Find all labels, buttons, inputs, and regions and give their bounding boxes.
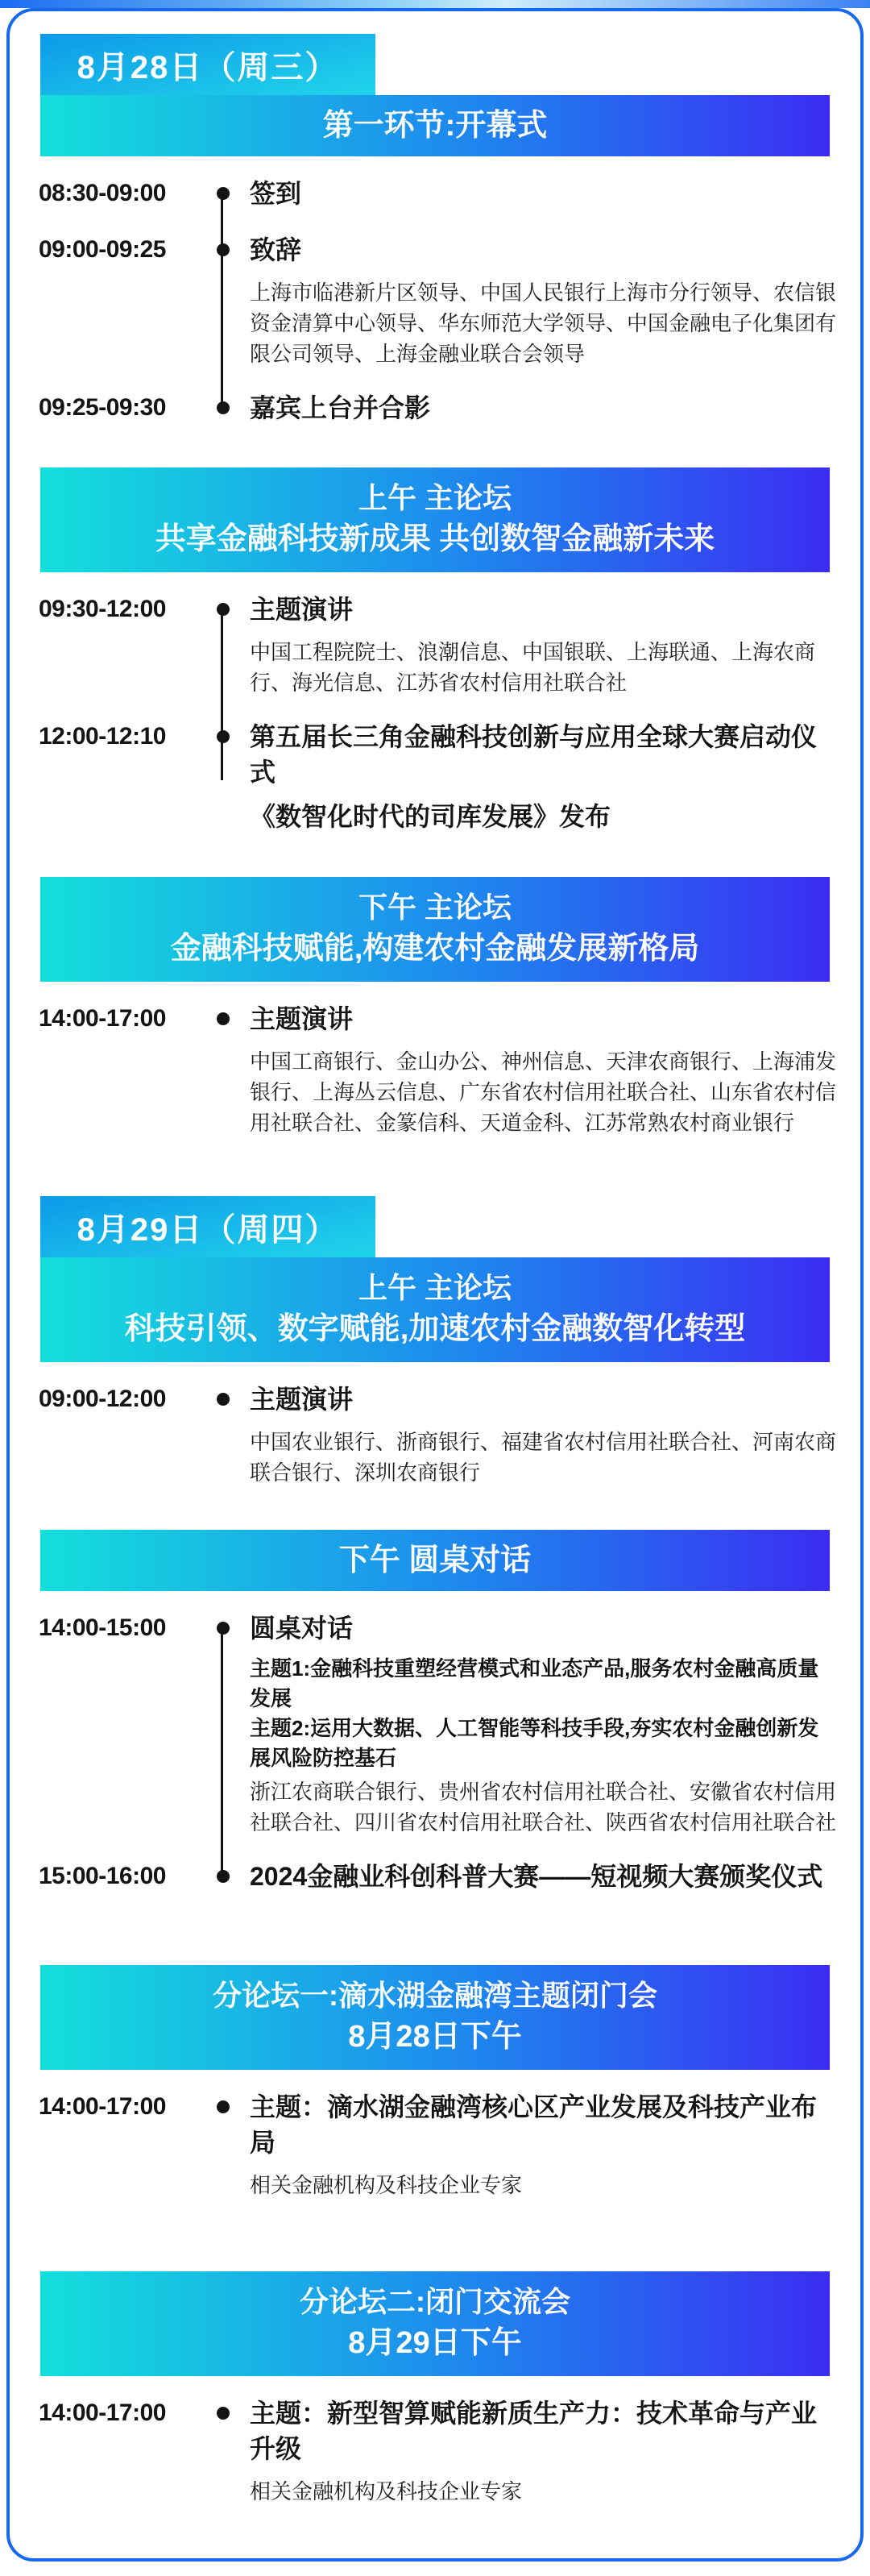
page-top-gradient-strip bbox=[0, 0, 870, 8]
timeline-row bbox=[10, 390, 860, 426]
banner-session-theme: 科技引领、数字赋能,加速农村金融数智化转型 bbox=[124, 1312, 746, 1346]
timeline-dot bbox=[217, 1012, 230, 1025]
event-participants: 浙江农商联合银行、贵州省农村信用社联合社、安徽省农村信用社联合社、四川省农村信用社联合社、陕西省农村信用社联合社 bbox=[250, 1780, 837, 1834]
time-label: 09:00-12:00 bbox=[39, 1386, 166, 1412]
timeline-dot bbox=[217, 2100, 230, 2113]
time-label: 09:00-09:25 bbox=[39, 236, 166, 263]
event-participants: 相关金融机构及科技企业专家 bbox=[250, 2173, 523, 2197]
event-participants: 上海市临港新片区领导、中国人民银行上海市分行领导、农信银资金清算中心领导、华东师范大学领导、中国金融电子化集团有限公司领导、上海金融业联合会领导 bbox=[250, 280, 837, 366]
banner-session-label: 下午 主论坛 bbox=[358, 891, 512, 924]
event-title: 主题：新型智算赋能新质生产力：技术革命与产业升级 bbox=[250, 2399, 818, 2463]
event-title: 主题演讲 bbox=[250, 595, 354, 624]
timeline-dot bbox=[217, 243, 230, 256]
day1-afternoon-banner bbox=[40, 877, 830, 982]
event-participants: 相关金融机构及科技企业专家 bbox=[250, 2479, 523, 2503]
event-title: 2024金融业科创科普大赛——短视频大赛颁奖仪式 bbox=[250, 1862, 823, 1891]
day2-afternoon-banner bbox=[40, 1530, 830, 1591]
timeline-row bbox=[10, 2395, 860, 2507]
forum1-timeline-group bbox=[10, 2089, 860, 2200]
event-title: 主题：滴水湖金融湾核心区产业发展及科技产业布局 bbox=[250, 2092, 818, 2157]
time-label: 14:00-17:00 bbox=[39, 2093, 166, 2120]
timeline-row bbox=[10, 1381, 860, 1488]
event-participants: 中国工程院院士、浪潮信息、中国银联、上海联通、上海农商行、海光信息、江苏省农村信用社联合社 bbox=[250, 640, 816, 695]
timeline-row bbox=[10, 2089, 860, 2200]
timeline-row bbox=[10, 1859, 860, 1894]
forum2-banner bbox=[40, 2271, 830, 2376]
timeline-dot-column bbox=[197, 592, 250, 616]
timeline-dot-column bbox=[197, 1859, 250, 1883]
banner-session-theme: 共享金融科技新成果 共创数智金融新未来 bbox=[155, 522, 715, 556]
banner-session-label: 下午 圆桌对话 bbox=[338, 1544, 532, 1577]
timeline-dot-column bbox=[197, 2089, 250, 2113]
time-label: 15:00-16:00 bbox=[39, 1863, 166, 1889]
opening-timeline-group bbox=[10, 176, 860, 426]
timeline-dot-column bbox=[197, 176, 250, 200]
day2-morning-timeline-group bbox=[10, 1381, 860, 1488]
event-title: 致辞 bbox=[250, 235, 302, 264]
timeline-connector bbox=[221, 193, 223, 406]
timeline-dot bbox=[217, 1870, 230, 1883]
day1-morning-banner bbox=[40, 467, 830, 572]
event-subtitle: 《数智化时代的司库发展》发布 bbox=[250, 802, 611, 831]
event-title: 签到 bbox=[250, 179, 302, 208]
time-label: 08:30-09:00 bbox=[39, 180, 166, 206]
timeline-connector bbox=[221, 1628, 223, 1875]
timeline-dot-column bbox=[197, 390, 250, 414]
timeline-dot bbox=[217, 603, 230, 616]
timeline-row bbox=[10, 1001, 860, 1138]
day2-afternoon-timeline-group bbox=[10, 1610, 860, 1894]
forum2-banner-date: 8月29日下午 bbox=[348, 2326, 522, 2360]
timeline-dot bbox=[217, 187, 230, 200]
day2-morning-banner bbox=[40, 1257, 830, 1362]
banner-session-label: 上午 主论坛 bbox=[358, 1271, 512, 1304]
timeline-row bbox=[10, 176, 860, 211]
event-title: 主题演讲 bbox=[250, 1385, 354, 1414]
forum1-banner-title: 分论坛一:滴水湖金融湾主题闭门会 bbox=[213, 1979, 657, 2012]
opening-banner bbox=[40, 95, 830, 156]
event-title: 主题演讲 bbox=[250, 1004, 354, 1033]
event-participants: 中国农业银行、浙商银行、福建省农村信用社联合社、河南农商联合银行、深圳农商银行 bbox=[250, 1430, 837, 1485]
timeline-dot-column bbox=[197, 719, 250, 743]
day1-morning-timeline-group bbox=[10, 592, 860, 835]
banner-session-label: 上午 主论坛 bbox=[358, 481, 512, 514]
timeline-row bbox=[10, 719, 860, 835]
event-title: 嘉宾上台并合影 bbox=[250, 393, 431, 422]
day1-afternoon-timeline-group bbox=[10, 1001, 860, 1138]
time-label: 09:25-09:30 bbox=[39, 394, 166, 421]
timeline-dot bbox=[217, 730, 230, 743]
day2-badge-label: 8月29日（周四） bbox=[77, 1211, 339, 1248]
day1-badge-label: 8月28日（周三） bbox=[77, 49, 339, 85]
timeline-dot-column bbox=[197, 1381, 250, 1406]
timeline-dot-column bbox=[197, 2395, 250, 2420]
event-title: 第五届长三角金融科技创新与应用全球大赛启动仪式 bbox=[250, 722, 818, 787]
timeline-dot bbox=[217, 2407, 230, 2420]
banner-session-theme: 金融科技赋能,构建农村金融发展新格局 bbox=[170, 932, 700, 966]
time-label: 14:00-17:00 bbox=[39, 2399, 166, 2426]
timeline-connector bbox=[221, 609, 223, 780]
opening-banner-title: 第一环节:开幕式 bbox=[322, 109, 548, 143]
forum2-banner-title: 分论坛二:闭门交流会 bbox=[300, 2285, 570, 2318]
forum1-banner bbox=[40, 1965, 830, 2070]
forum2-timeline-group bbox=[10, 2395, 860, 2507]
event-participants: 中国工商银行、金山办公、神州信息、天津农商银行、上海浦发银行、上海丛云信息、广东省农村信用社联合社、山东省农村信用社联合社、金篆信科、天道金科、江苏常熟农村商业银行 bbox=[250, 1049, 837, 1135]
timeline-dot-column bbox=[197, 232, 250, 256]
timeline-dot-column bbox=[197, 1001, 250, 1025]
event-title: 圆桌对话 bbox=[250, 1614, 354, 1643]
day1-badge bbox=[40, 34, 375, 95]
agenda-card bbox=[6, 8, 864, 2561]
time-label: 14:00-15:00 bbox=[39, 1614, 166, 1641]
timeline-dot-column bbox=[197, 1610, 250, 1635]
timeline-dot bbox=[217, 401, 230, 414]
forum1-banner-date: 8月28日下午 bbox=[348, 2020, 522, 2054]
time-label: 14:00-17:00 bbox=[39, 1005, 166, 1032]
day2-badge bbox=[40, 1196, 375, 1257]
roundtable-topic-2: 主题2:运用大数据、人工智能等科技手段,夯实农村金融创新发展风险防控基石 bbox=[250, 1716, 819, 1770]
timeline-row bbox=[10, 232, 860, 369]
time-label: 12:00-12:10 bbox=[39, 723, 166, 750]
timeline-row bbox=[10, 592, 860, 698]
timeline-dot bbox=[217, 1393, 230, 1406]
timeline-row bbox=[10, 1610, 860, 1838]
roundtable-topic-1: 主题1:金融科技重塑经营模式和业态产品,服务农村金融高质量发展 bbox=[250, 1656, 819, 1710]
timeline-dot bbox=[217, 1622, 230, 1635]
time-label: 09:30-12:00 bbox=[39, 596, 166, 622]
